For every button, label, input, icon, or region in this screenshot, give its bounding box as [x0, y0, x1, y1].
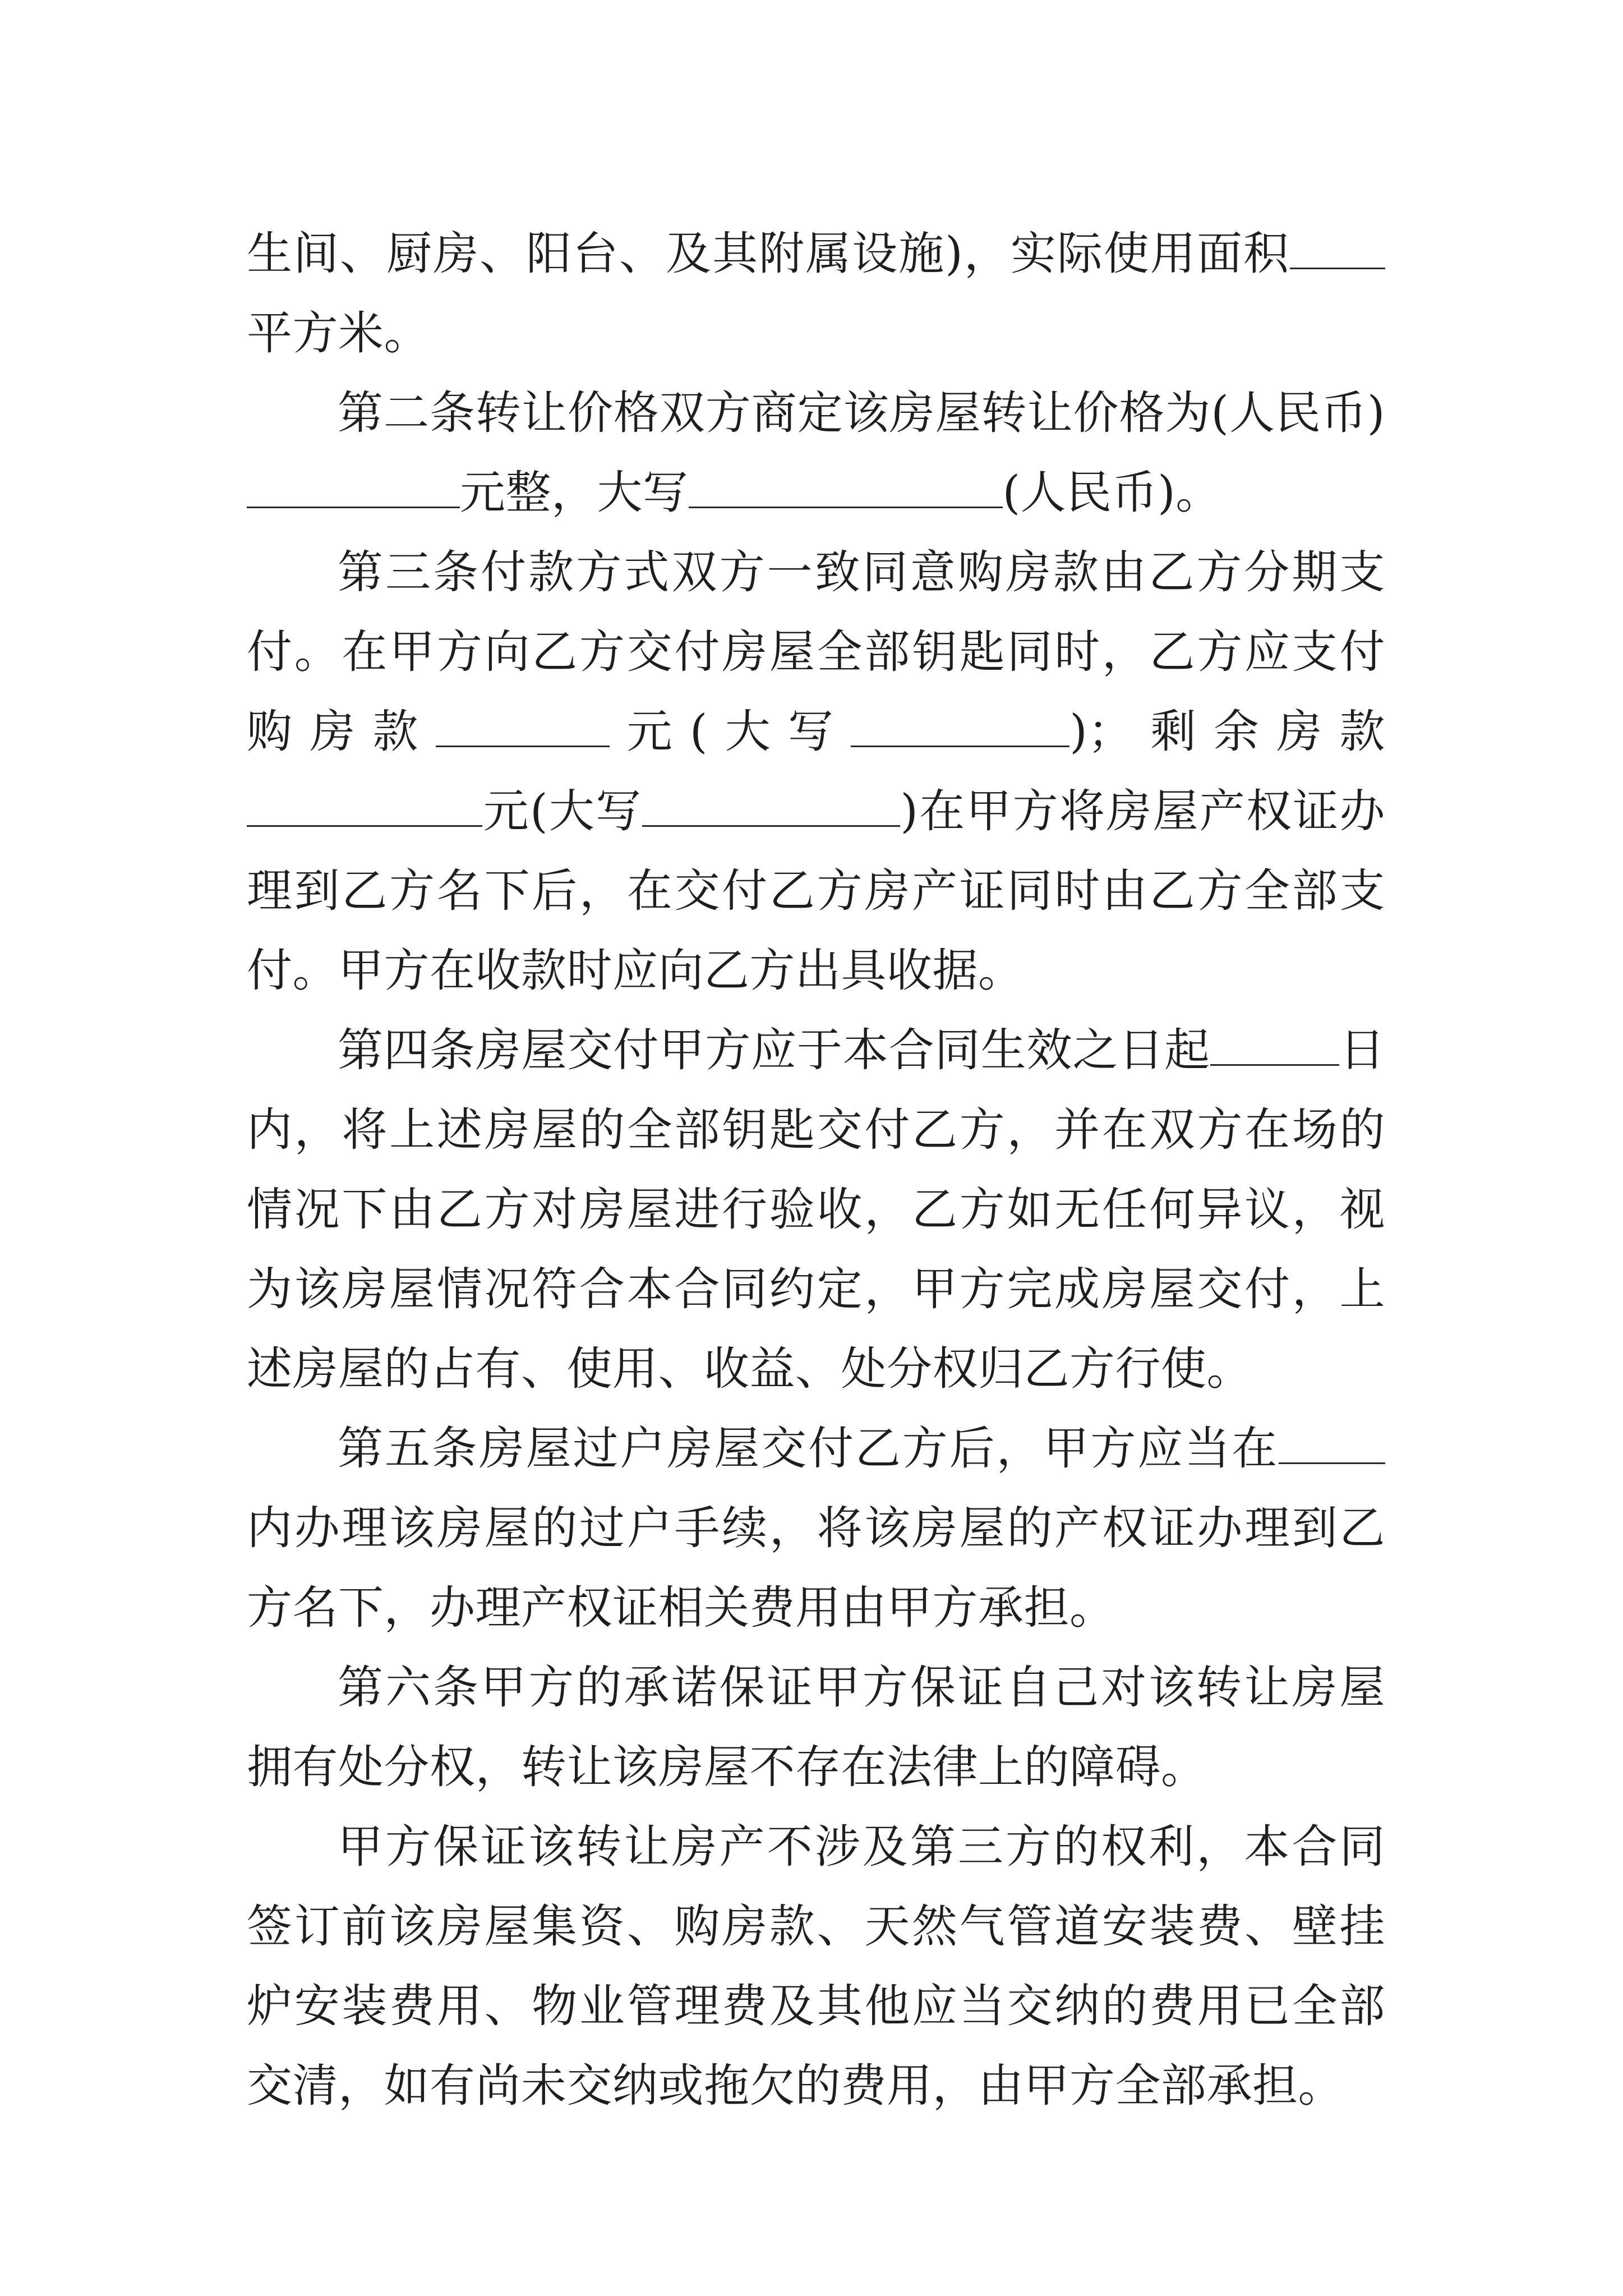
blank-line: [642, 793, 900, 827]
text: 第四条房屋交付甲方应于本合同生效之日起: [338, 1024, 1211, 1077]
text: 元整，大写: [460, 467, 689, 519]
text: 第三条付款方式双方一致同意购房款由乙方分期支付。在甲方向乙方交付房屋全部钥匙同时，乙方应支付购房款: [247, 546, 1385, 758]
blank-line: [247, 793, 482, 827]
text: 元(大写: [482, 785, 643, 838]
blank-line: [851, 713, 1069, 747]
paragraph-article-5: [247, 1409, 1385, 1648]
paragraph-article-2: [247, 374, 1385, 533]
blank-line: [247, 474, 460, 508]
text: 生间、厨房、阳台、及其附属设施)，实际使用面积: [247, 228, 1290, 280]
blank-line: [1279, 1430, 1385, 1464]
paragraph-area: [247, 214, 1385, 374]
blank-line: [1290, 235, 1385, 269]
blank-line: [1210, 1032, 1339, 1066]
text: 平方米。: [247, 307, 430, 360]
paragraph-article-3: [247, 533, 1385, 1011]
blank-line: [436, 713, 610, 747]
text: 内办理该房屋的过户手续，将该房屋的产权证办理到乙方名下，办理产权证相关费用由甲方承担。: [247, 1502, 1385, 1635]
paragraph-guarantee: 甲方保证该转让房产不涉及第三方的权利，本合同签订前该房屋集资、购房款、天然气管道安装费、壁挂炉安装费用、物业管理费及其他应当交纳的费用已全部交清，如有尚未交纳或拖欠的费用，由甲方全部承担。: [247, 1821, 1385, 2113]
blank-line: [689, 474, 1003, 508]
text: 日内，将上述房屋的全部钥匙交付乙方，并在双方在场的情况下由乙方对房屋进行验收，乙方如无任何异议，视为该房屋情况符合本合同约定，甲方完成房屋交付，上述房屋的占有、使用、收益、处分权归乙方行使。: [247, 1024, 1385, 1396]
paragraph-article-4: [247, 1011, 1385, 1409]
text: 第五条房屋过户房屋交付乙方后，甲方应当在: [338, 1423, 1279, 1475]
document-body: [247, 214, 1385, 2126]
text: 第二条转让价格双方商定该房屋转让价格为(人民币): [338, 387, 1385, 440]
text: 元(大写: [609, 706, 851, 758]
text: )；剩余房款: [1069, 706, 1385, 758]
paragraph-article-6: 第六条甲方的承诺保证甲方保证自己对该转让房屋拥有处分权，转让该房屋不存在法律上的障碍。: [247, 1662, 1385, 1794]
text: (人民币)。: [1002, 467, 1221, 519]
text: )在甲方将房屋产权证办理到乙方名下后，在交付乙方房产证同时由乙方全部支付。甲方在收款时应向乙方出具收据。: [247, 785, 1385, 997]
